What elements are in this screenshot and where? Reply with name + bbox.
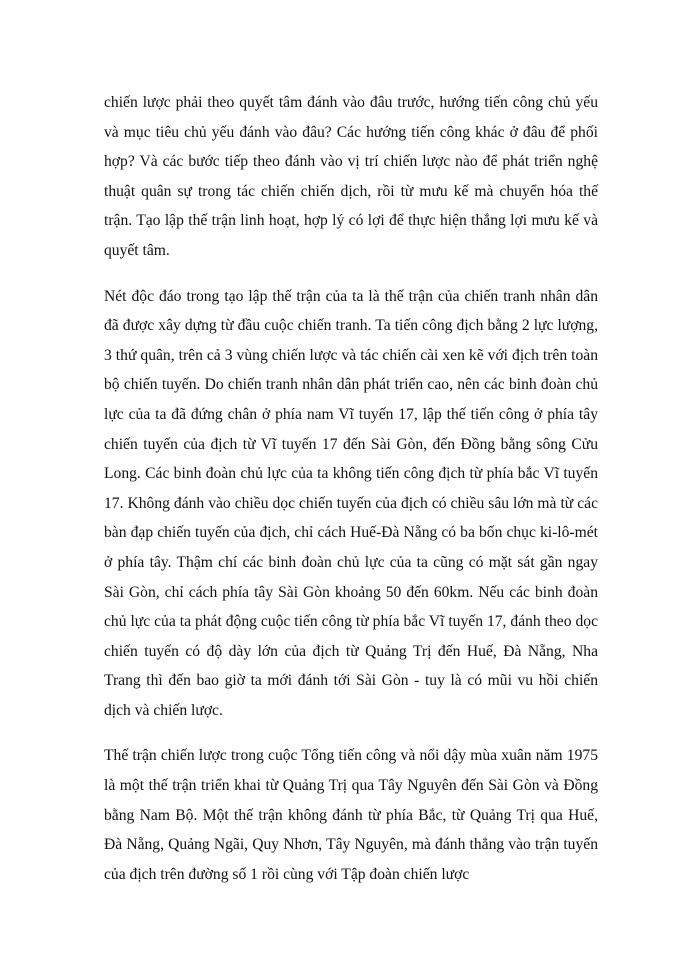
paragraph-2: Nét độc đáo trong tạo lập thế trận của ta là thế trận của chiến tranh nhân dân đã được xây dựng từ đầu cuộc chiến tranh. Ta tiến công địch bằng 2 lực lượng, 3 thứ quân, trên cả 3 vùng chiến lược và tác chiến cài xen kẽ với địch trên toàn bộ chiến tuyến. Do chiến tranh nhân dân phát triển cao, nên các binh đoàn chủ lực của ta đã đứng chân ở phía nam Vĩ tuyến 17, lập thế tiến công ở phía tây chiến tuyến của địch từ Vĩ tuyến 17 đến Sài Gòn, đến Đồng bằng sông Cửu Long. Các binh đoàn chủ lực của ta không tiến công địch từ phía bắc Vĩ tuyến 17. Không đánh vào chiều dọc chiến tuyến của địch có chiều sâu lớn mà từ các bàn đạp chiến tuyến của địch, chỉ cách Huế-Đà Nẵng có ba bốn chục ki-lô-mét ở phía tây. Thậm chí các binh đoàn chủ lực của ta cũng có mặt sát gần ngay Sài Gòn, chỉ cách phía tây Sài Gòn khoảng 50 đến 60km. Nếu các binh đoàn chủ lực của ta phát động cuộc tiến công từ phía bắc Vĩ tuyến 17, đánh theo dọc chiến tuyến có độ dày lớn của địch từ Quảng Trị đến Huế, Đà Nẵng, Nha Trang thì đến bao giờ ta mới đánh tới Sài Gòn - tuy là có mũi vu hồi chiến dịch và chiến lược. [104,287,598,719]
paragraph-3: Thế trận chiến lược trong cuộc Tổng tiến công và nổi dậy mùa xuân năm 1975 là một thế trận triển khai từ Quảng Trị qua Tây Nguyên đến Sài Gòn và Đồng bằng Nam Bộ. Một thế trận không đánh từ phía Bắc, từ Quảng Trị qua Huế, Đà Nẵng, Quảng Ngãi, Quy Nhơn, Tây Nguyên, mà đánh thẳng vào trận tuyến của địch trên đường số 1 rồi cùng với Tập đoàn chiến lược [104,747,598,883]
body-text [104,88,598,905]
paragraph-1: chiến lược phải theo quyết tâm đánh vào đâu trước, hướng tiến công chủ yếu và mục tiêu chủ yếu đánh vào đâu? Các hướng tiến công khác ở đâu để phối hợp? Và các bước tiếp theo đánh vào vị trí chiến lược nào để phát triển nghệ thuật quân sự trong tác chiến chiến dịch, rồi từ mưu kế mà chuyển hóa thế trận. Tạo lập thế trận linh hoạt, hợp lý có lợi để thực hiện thắng lợi mưu kế và quyết tâm. [104,94,598,259]
